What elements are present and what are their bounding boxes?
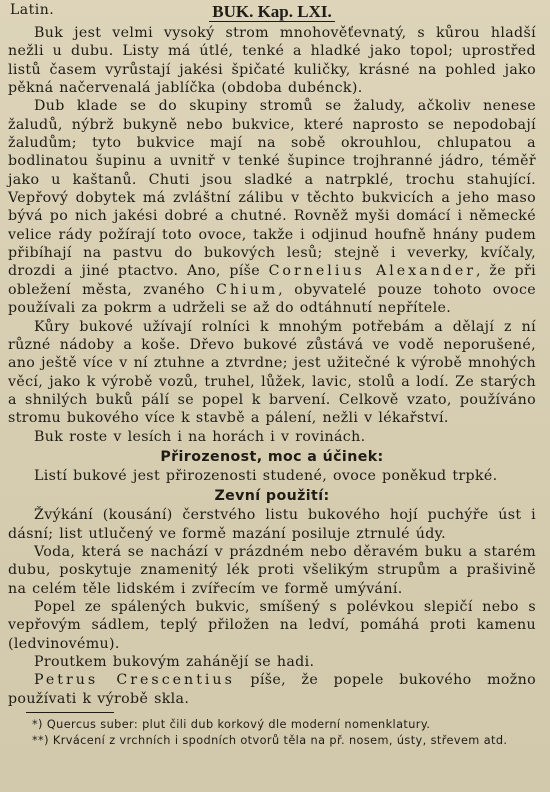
paragraph-description: Buk jest velmi vysoký strom mnohověťevnatý, s kůrou hladší nežli u dubu. Listy má útlé, tenké a hladké jako topol; uprostřed listů časem vyrůstají jakési špičaté kuličky, krásné na pohled jako pěkná načervenalá jablíčka (obdoba dubénck). <box>8 25 536 97</box>
paragraph-habitat: Buk roste v lesích i na horách i v rovinách. <box>34 428 366 445</box>
footnote-1: *) Quercus suber: plut čili dub korkový dle moderní nomenklatury. <box>32 718 431 732</box>
section-heading-nature: Přirozenost, moc a účinek: <box>160 448 384 465</box>
paragraph-external-2: Voda, která se nachází v prázdném nebo děravém buku a starém dubu, poskytuje znamenitý lék proti všelikým strupům a prašivině na celém těle lidském i zvířecím ve formě umývání. <box>8 543 536 597</box>
paragraph-uses: Kůry bukové užívají rolníci k mnohým potřebám a dělají z ní různé nádoby a koše. Dřevo bukové zůstává ve vodě neporušené, ano ještě více v ní ztuhne a ztvrdne; jest užitečné k výrobě mnohých věcí, jako k výrobě vozů, truhel, lůžek, lavic, stolů a lodí. Ze starých a shnilých buků pálí se popel k barvení. Celkově vzato, používáno stromu bukového více k stavbě a pálení, nežli v lékařství. <box>8 318 536 427</box>
paragraph-external-5 <box>8 671 536 708</box>
author-name: Cornelius Alexander <box>268 263 477 280</box>
page-header <box>8 2 536 24</box>
city-name: Chium <box>216 281 279 298</box>
paragraph-nature: Listí bukové jest přirozenosti studené, ovoce poněkud trpké. <box>34 467 498 484</box>
paragraph-external-5-text: píše, že popele bukového možno používati k výrobě skla. <box>8 672 536 707</box>
author-name-crescentius: Petrus Crescentius <box>34 672 235 689</box>
paragraph-fruit-text-c: , obyvatelé pouze tohoto ovoce používali za pokrm a udrželi se až do odtáhnutí nepřítele. <box>8 281 536 317</box>
footnote-2: **) Krvácení z vrchních i spodních otvorů těla na př. nosem, ústy, střevem atd. <box>32 733 508 747</box>
paragraph-external-4: Proutkem bukovým zahánějí se hadi. <box>34 654 315 670</box>
footnote-divider <box>26 712 114 713</box>
section-heading-external-use: Zevní použití: <box>214 488 330 505</box>
paragraph-fruit <box>8 97 536 317</box>
chapter-title <box>8 2 536 22</box>
running-head: Latin. <box>10 2 55 18</box>
paragraph-external-1: Žvýkání (kousání) čerstvého listu bukového hojí puchýře úst i dásní; list utlučený ve formě mazání posiluje ztrnulé údy. <box>8 507 536 542</box>
chapter-title-text: BUK. Kap. LXI. <box>209 2 335 22</box>
paragraph-fruit-text-b: , že při obležení města, zvaného <box>8 263 536 298</box>
paragraph-fruit-text-a: Dub klade se do skupiny stromů se žaludy, ačkoliv nenese žaludů, nýbrž bukyně nebo bukvice, které naprosto se nepodobají žaludům; tyto bukvice mají na sobě okrouhlou, chlupatou a bodlinatou šupinu a uvnitř v tenké šupince trojhranné jádro, téměř jako u kaštanů. Chuti jsou sladké a natrpklé, trochu stahující. Vepřový dobytek má zvláštní zálibu v těchto bukvicích a jeho maso bývá po nich jakési dobré a chutné. Rovněž myši domácí i německé velice rády požírají toto ovoce, takže i odjinud houfně hnány pudem přibíhají na pastvu do bukových lesů; stejně i veverky, kvíčaly, drozdi a jiné ptactvo. Ano, píše <box>8 98 536 280</box>
paragraph-external-3: Popel ze spálených bukvic, smíšený s polévkou slepičí nebo s vepřovým sádlem, teplý přiložen na ledví, pomáhá proti kamenu (ledvinovému). <box>8 598 536 652</box>
